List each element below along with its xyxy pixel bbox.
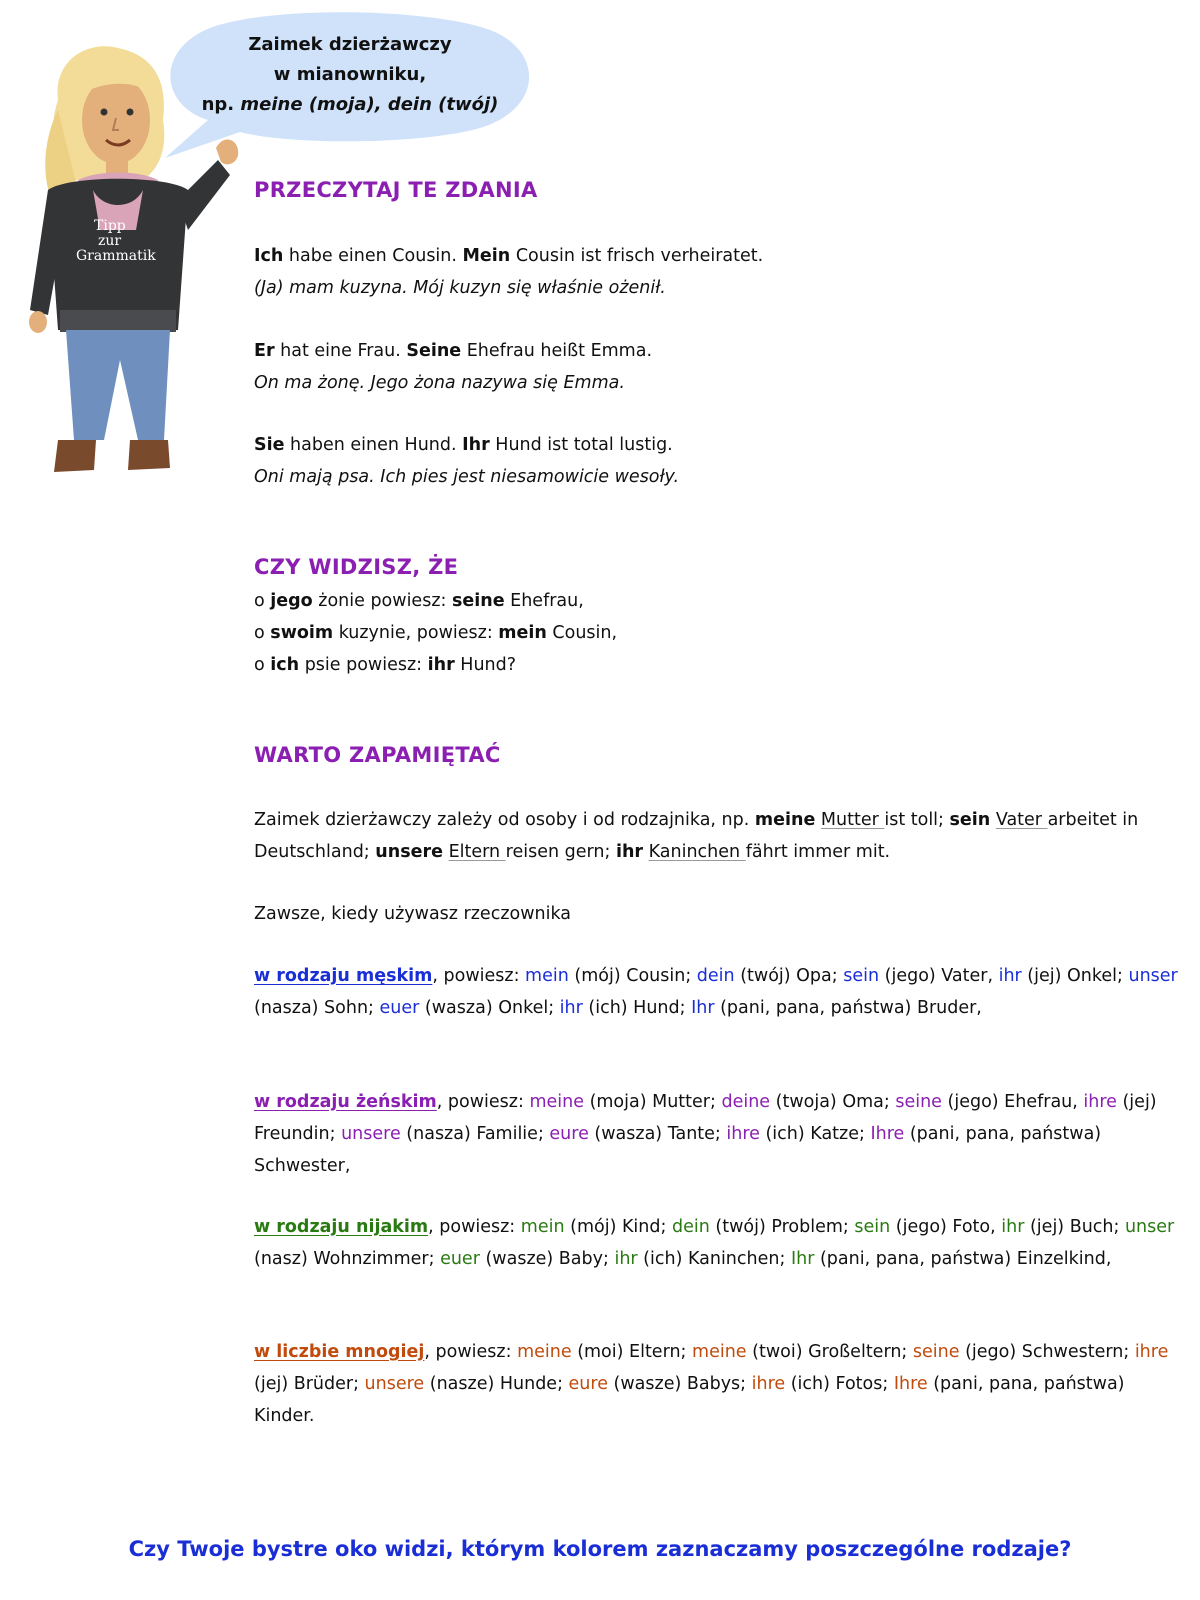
- see-line-3: o ich psie powiesz: ihr Hund?: [254, 655, 517, 675]
- example-2-german: Er hat eine Frau. Seine Ehefrau heißt Emma.: [254, 341, 653, 361]
- teacher-character: [18, 40, 248, 500]
- shirt-text-3: Grammatik: [76, 248, 156, 264]
- final-question: Czy Twoje bystre oko widzi, którym kolorem zaznaczamy poszczególne rodzaje?: [128, 1537, 1072, 1561]
- bubble-line-3: np. meine (moja), dein (twój): [201, 94, 499, 115]
- example-3: [254, 429, 1184, 493]
- section-remember: [254, 743, 1184, 767]
- section-read-sentences: [254, 178, 1184, 202]
- bubble-line-1: Zaimek dzierżawczy: [248, 34, 452, 55]
- plural-paragraph: w liczbie mnogiej, powiesz: meine (moi) Eltern; meine (twoi) Großeltern; seine (jego) Schwestern; ihre (jej) Brüder; unsere (nasze) Hunde; eure (wasze) Babys; ihre (ich) Fotos; Ihre (pani, pana, państwa) Kinder.: [254, 1342, 1169, 1426]
- see-line-2: o swoim kuzynie, powiesz: mein Cousin,: [254, 623, 618, 643]
- example-3-translation: Oni mają psa. Ich pies jest niesamowicie wesoły.: [254, 467, 680, 487]
- see-lines: [254, 585, 1184, 681]
- example-2-translation: On ma żonę. Jego żona nazywa się Emma.: [254, 373, 625, 393]
- heading-read: PRZECZYTAJ TE ZDANIA: [254, 178, 538, 202]
- plural-label: w liczbie mnogiej: [254, 1342, 425, 1362]
- example-2: [254, 335, 1184, 399]
- section-do-you-see: [254, 555, 1184, 579]
- feminine-label: w rodzaju żeńskim: [254, 1092, 437, 1112]
- example-1: [254, 240, 1184, 304]
- feminine-paragraph: w rodzaju żeńskim, powiesz: meine (moja) Mutter; deine (twoja) Oma; seine (jego) Ehefrau, ihre (jej) Freundin; unsere (nasza) Familie; eure (wasza) Tante; ihre (ich) Katze; Ihre (pani, pana, państwa) Schwester,: [254, 1092, 1157, 1176]
- example-1-translation: (Ja) mam kuzyna. Mój kuzyn się właśnie ożenił.: [254, 278, 666, 298]
- example-1-german: Ich habe einen Cousin. Mein Cousin ist frisch verheiratet.: [254, 246, 764, 266]
- heading-see: CZY WIDZISZ, ŻE: [254, 555, 459, 579]
- neuter-label: w rodzaju nijakim: [254, 1217, 429, 1237]
- example-3-german: Sie haben einen Hund. Ihr Hund ist total lustig.: [254, 435, 673, 455]
- remember-intro: Zaimek dzierżawczy zależy od osoby i od rodzajnika, np. meine Mutter ist toll; sein Vater arbeitet in Deutschland; unsere Eltern reisen gern; ihr Kaninchen fährt immer mit.: [254, 810, 1139, 862]
- masculine-paragraph: w rodzaju męskim, powiesz: mein (mój) Cousin; dein (twój) Opa; sein (jego) Vater, ihr (jej) Onkel; unser (nasza) Sohn; euer (wasza) Onkel; ihr (ich) Hund; Ihr (pani, pana, państwa) Bruder,: [254, 966, 1178, 1018]
- heading-remember: WARTO ZAPAMIĘTAĆ: [254, 743, 501, 767]
- bubble-line-2: w mianowniku,: [273, 64, 427, 85]
- see-line-1: o jego żonie powiesz: seine Ehefrau,: [254, 591, 584, 611]
- neuter-paragraph: w rodzaju nijakim, powiesz: mein (mój) Kind; dein (twój) Problem; sein (jego) Foto, ihr (jej) Buch; unser (nasz) Wohnzimmer; euer (wasze) Baby; ihr (ich) Kaninchen; Ihr (pani, pana, państwa) Einzelkind,: [254, 1217, 1175, 1269]
- masculine-label: w rodzaju męskim: [254, 966, 433, 986]
- always-line: Zawsze, kiedy używasz rzeczownika: [254, 904, 572, 924]
- shirt-text-1: Tipp: [94, 218, 126, 234]
- shirt-text-2: zur: [98, 233, 122, 249]
